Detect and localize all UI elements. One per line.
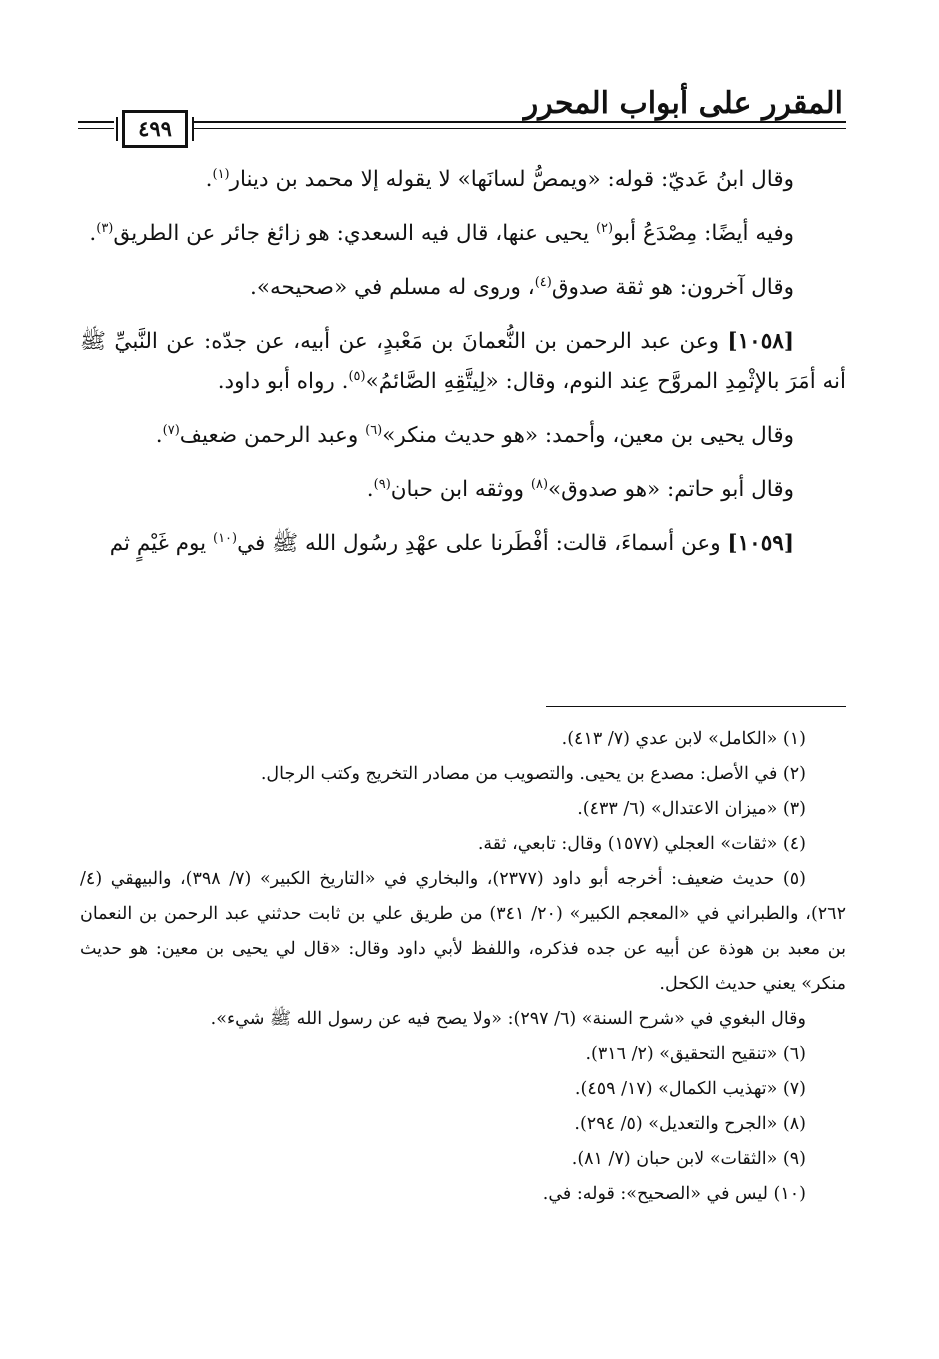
text-run: وقال أبو حاتم: «هو صدوق»	[548, 477, 794, 502]
footnote-ref: (٧)	[162, 422, 180, 438]
footnote: (٢) في الأصل: مصدع بن يحيى. والتصويب من مصادر التخريج وكتب الرجال.	[260, 764, 806, 784]
footnote-ref: (٩)	[373, 476, 391, 492]
footnote: (٩) «الثقات» لابن حبان (٧/ ٨١).	[571, 1149, 806, 1169]
footnote-ref: (١٠)	[212, 530, 238, 546]
footnote: (١٠) ليس في «الصحيح»: قوله: في.	[542, 1184, 806, 1204]
text-run: . رواه أبو داود.	[217, 369, 349, 394]
footnote-ref: (٥)	[348, 368, 366, 384]
footnote-ref: (٢)	[595, 220, 614, 236]
footnote: (٧) «تهذيب الكمال» (١٧/ ٤٥٩).	[574, 1079, 806, 1099]
footnote: (٤) «ثقات» العجلي (١٥٧٧) وقال: تابعي، ثقة.	[477, 834, 806, 854]
footnote-ref: (٣)	[96, 220, 114, 236]
header-rule-left	[78, 121, 114, 123]
text-run: .	[205, 167, 213, 192]
text-run: وعبد الرحمن ضعيف	[179, 423, 366, 448]
footnote-continuation: وقال البغوي في «شرح السنة» (٦/ ٢٩٧): «ولا يصح فيه عن رسول الله ﷺ شيء».	[210, 1009, 806, 1029]
text-run: يحيى عنها، قال فيه السعدي: هو زائغ جائر عن الطريق	[113, 221, 596, 246]
header-rule-right-lower	[194, 128, 846, 129]
footnote: (٥) حديث ضعيف: أخرجه أبو داود (٢٣٧٧)، والبخاري في «التاريخ الكبير» (٧/ ٣٩٨)، والبيهقي (٤/ ٢٦٢)، والطبراني في «المعجم الكبير» (٢٠/ ٣٤١) من طريق علي بن ثابت حدثني عبد الرحمن بن النعمان بن معبد بن هوذة عن أبيه عن جده فذكره، واللفظ لأبي داود وقال: «قال لي يحيى بن معين: هو حديث منكر» يعني حديث الكحل.	[80, 869, 846, 994]
text-run: .	[155, 423, 163, 448]
paragraph	[80, 416, 846, 456]
text-run: وقال آخرون: هو ثقة صدوق	[551, 275, 794, 300]
footnote: (١) «الكامل» لابن عدي (٧/ ٤١٣).	[561, 729, 806, 749]
paragraph	[80, 268, 846, 308]
text-run: وقال يحيى بن معين، وأحمد: «هو حديث منكر»	[382, 423, 794, 448]
paragraph	[80, 470, 846, 510]
running-header-title: المقرر على أبواب المحرر	[523, 86, 843, 121]
page-number: ٤٩٩	[122, 110, 188, 148]
header-rule-left-lower	[78, 128, 114, 129]
footnotes	[80, 722, 846, 1212]
footnote-ref: (١)	[212, 166, 230, 182]
text-run: ووثقه ابن حبان	[390, 477, 531, 502]
hadith-number: [١٠٥٨]	[727, 329, 794, 354]
text-run: ، وروى له مسلم في «صحيحه».	[250, 275, 535, 300]
header-rule-right	[194, 121, 846, 123]
text-run: وقال ابنُ عَديّ: قوله: «ويمصُّ لسانَها» لا يقوله إلا محمد بن دينار	[229, 167, 794, 192]
text-run: وفيه أيضًا: مِصْدَعُ أبو	[613, 221, 794, 246]
footnote: (٦) «تنقيح التحقيق» (٢/ ٣١٦).	[585, 1044, 806, 1064]
paragraph	[80, 524, 846, 564]
footnote-separator	[546, 706, 846, 707]
paragraph	[80, 160, 846, 200]
footnote: (٨) «الجرح والتعديل» (٥/ ٢٩٤).	[574, 1114, 806, 1134]
footnote-ref: (٤)	[534, 274, 552, 290]
main-text	[80, 160, 846, 578]
text-run: .	[366, 477, 374, 502]
footnote: (٣) «ميزان الاعتدال» (٦/ ٤٣٣).	[577, 799, 806, 819]
text-run: يوم غَيْمٍ ثم	[109, 531, 213, 556]
hadith-number: [١٠٥٩]	[727, 531, 794, 556]
footnote-ref: (٨)	[530, 476, 549, 492]
text-run: وعن أسماءَ، قالت: أفْطَرنا على عهْدِ رسُول الله ﷺ في	[237, 531, 728, 556]
footnote-ref: (٦)	[365, 422, 383, 438]
paragraph	[80, 214, 846, 254]
text-run: .	[89, 221, 97, 246]
paragraph	[80, 322, 846, 402]
text-run: وعن عبد الرحمن بن النُّعمانَ بن مَعْبدٍ، عن أبيه، عن جدّه: عن النَّبيِّ ﷺ أنه أمَرَ بالإثْمِدِ المروَّح عِند النوم، وقال: «لِيتَّقِهِ الصَّائمُ»	[80, 329, 846, 394]
